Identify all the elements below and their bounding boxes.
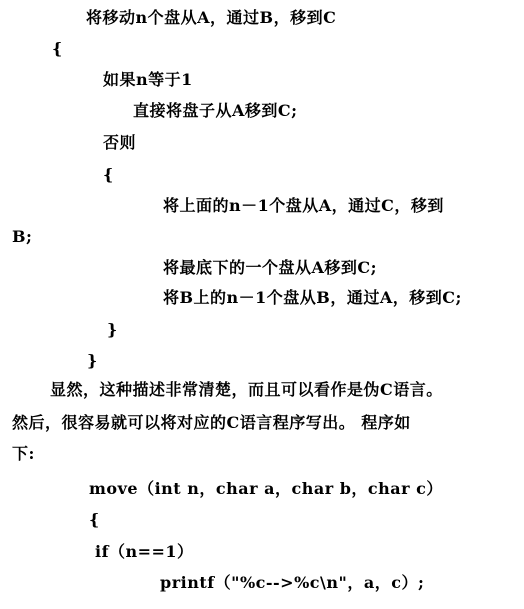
- paragraph-line-3: 下:: [12, 444, 35, 463]
- code-open-brace: {: [89, 510, 100, 529]
- pseudo-step-1-cont: B;: [12, 227, 33, 246]
- code-if-statement: if（n==1）: [95, 542, 194, 561]
- close-brace-inner: }: [107, 320, 118, 339]
- paragraph-line-1: 显然，这种描述非常清楚，而且可以看作是伪C语言。: [50, 380, 443, 399]
- pseudo-step-3: 将B上的n－1个盘从B，通过A，移到C;: [163, 288, 462, 307]
- code-move-signature: move（int n，char a，char b，char c）: [89, 479, 443, 498]
- pseudo-step-1: 将上面的n－1个盘从A，通过C，移到: [163, 196, 444, 215]
- pseudo-else-line: 否则: [103, 133, 137, 152]
- pseudo-if-line: 如果n等于1: [103, 70, 193, 89]
- close-brace-outer: }: [87, 351, 98, 370]
- pseudo-step-2: 将最底下的一个盘从A移到C;: [163, 258, 378, 277]
- code-printf-statement: printf（"%c-->%c\n"，a，c）;: [160, 573, 425, 592]
- pseudo-move-direct: 直接将盘子从A移到C;: [133, 101, 298, 120]
- open-brace-inner: {: [103, 165, 114, 184]
- pseudo-heading-line: 将移动n个盘从A，通过B，移到C: [86, 8, 337, 27]
- paragraph-line-2: 然后，很容易就可以将对应的C语言程序写出。 程序如: [12, 413, 411, 432]
- open-brace-outer: {: [52, 39, 63, 58]
